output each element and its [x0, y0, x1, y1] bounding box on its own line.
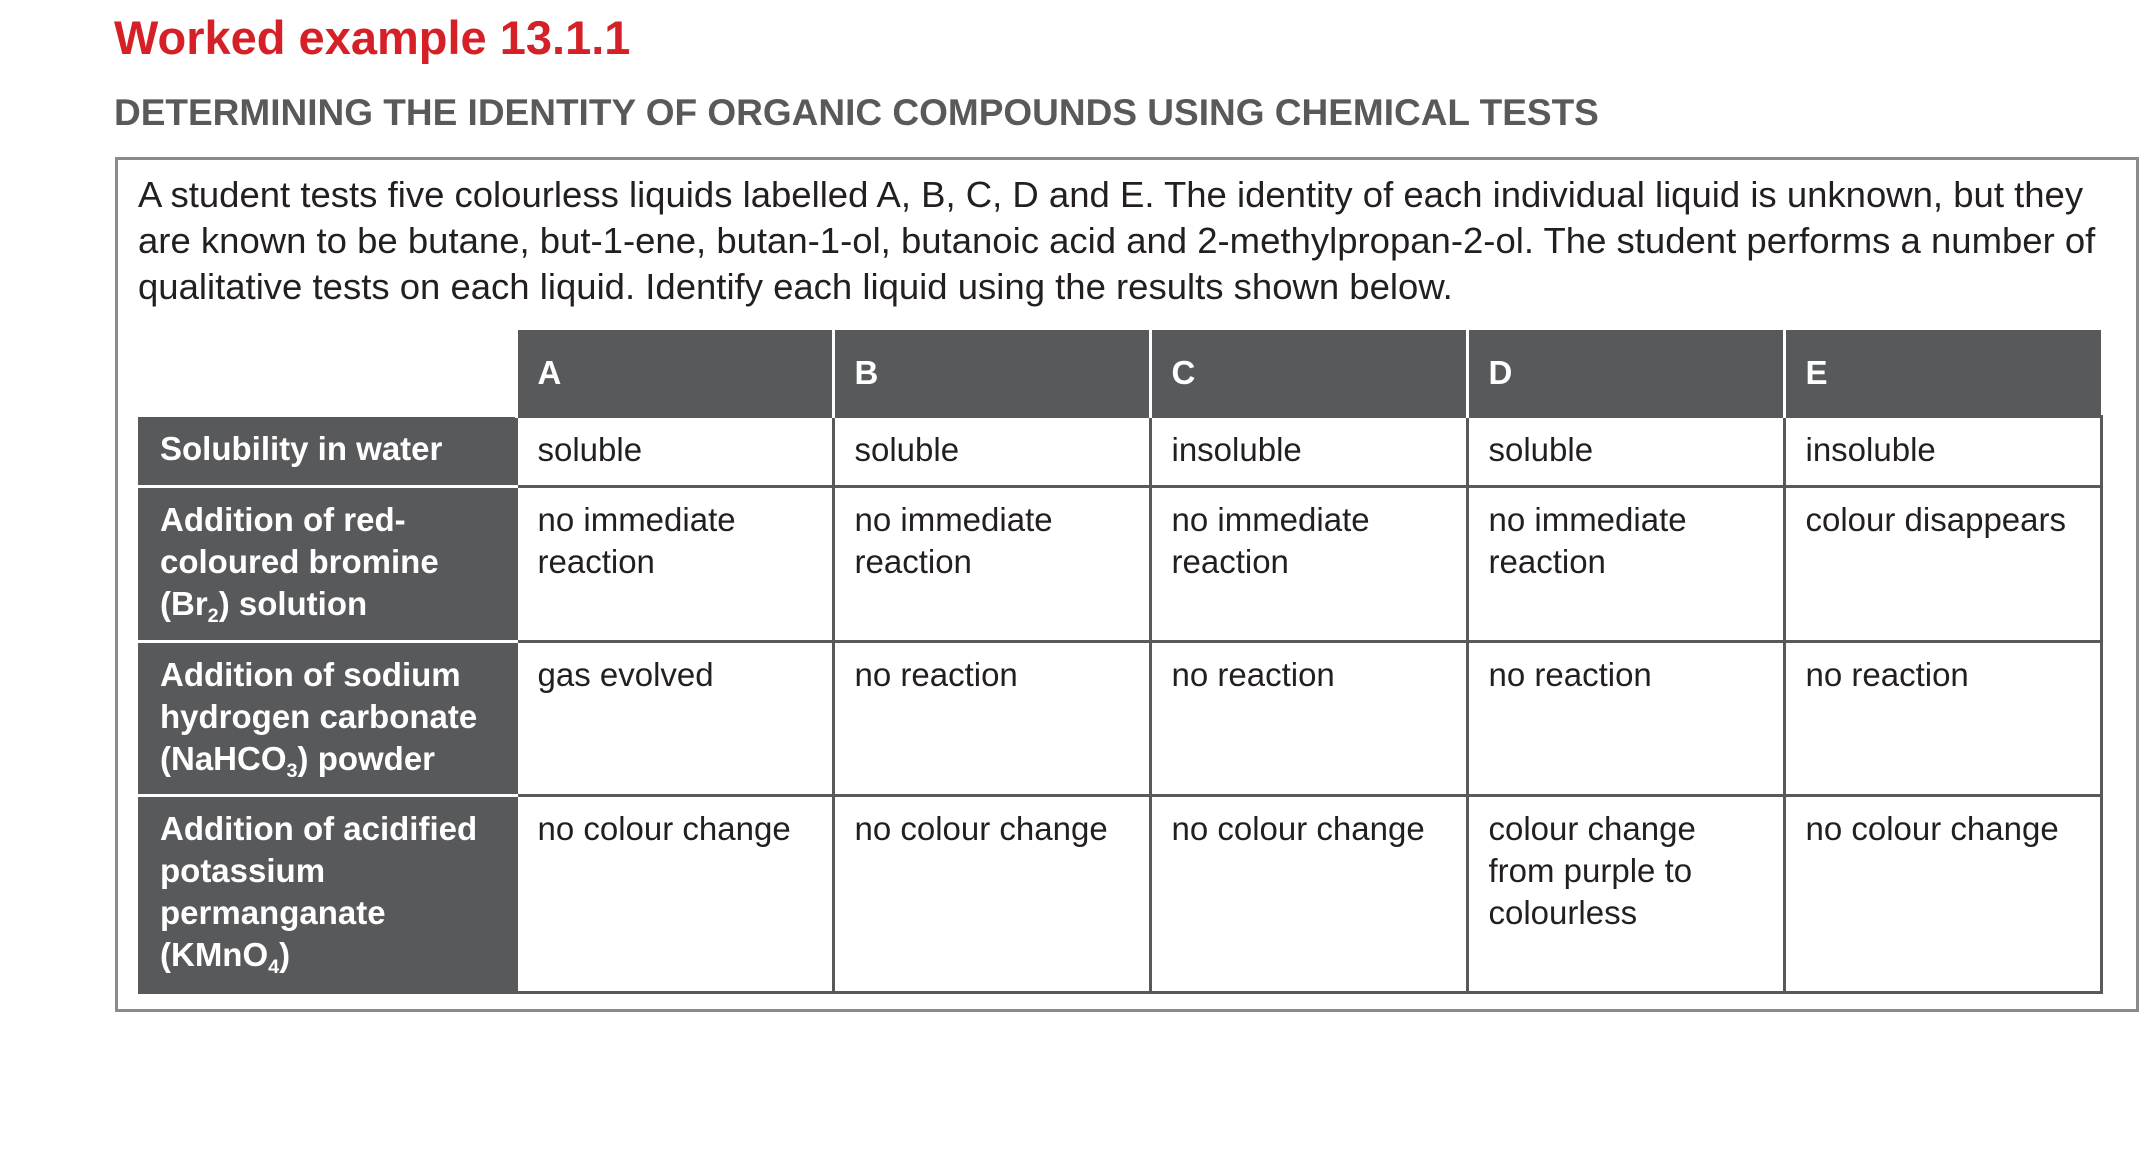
result-cell: soluble [833, 417, 1150, 487]
table-row [138, 487, 2101, 642]
test-label-sodium-hydrogen-carbonate [138, 641, 516, 796]
result-cell: insoluble [1784, 417, 2101, 487]
problem-line: are known to be butane, but-1-ene, butan-1-ol, butanoic acid and 2-methylpropan-2-ol. The student performs a number of [138, 220, 2096, 261]
result-cell: soluble [516, 417, 833, 487]
column-header-c: C [1150, 330, 1467, 417]
problem-statement [138, 172, 2118, 310]
result-cell: colour disappears [1784, 487, 2101, 642]
test-label-text: ) powder [297, 739, 436, 777]
example-title: Worked example 13.1.1 [114, 11, 631, 64]
result-cell: no colour change [516, 796, 833, 993]
result-cell: no colour change [1784, 796, 2101, 993]
result-cell: no reaction [833, 641, 1150, 796]
test-label-subscript: 4 [268, 956, 280, 979]
table-row [138, 417, 2101, 487]
column-header-e: E [1784, 330, 2101, 417]
result-cell: no immediate reaction [833, 487, 1150, 642]
test-label-text: ) solution [218, 585, 368, 623]
example-box [115, 157, 2139, 1012]
result-cell: gas evolved [516, 641, 833, 796]
result-cell: no immediate reaction [516, 487, 833, 642]
test-label-text: Addition of red-coloured bromine (Br [160, 501, 439, 623]
test-label-subscript: 3 [286, 759, 298, 782]
table-corner [138, 330, 516, 417]
column-header-a: A [516, 330, 833, 417]
test-label-text: Solubility in water [160, 429, 443, 467]
header-row [138, 330, 2101, 417]
test-label-solubility [138, 417, 516, 487]
test-label-permanganate [138, 796, 516, 993]
problem-line: A student tests five colourless liquids labelled A, B, C, D and E. The identity of each individual liquid is unknown, but they [138, 174, 2084, 215]
test-label-text: Addition of sodium hydrogen carbonate (NaHCO [160, 655, 478, 777]
result-cell: soluble [1467, 417, 1784, 487]
test-label-subscript: 2 [207, 605, 219, 628]
result-cell: no reaction [1150, 641, 1467, 796]
test-label-bromine [138, 487, 516, 642]
column-header-b: B [833, 330, 1150, 417]
result-cell: insoluble [1150, 417, 1467, 487]
result-cell: no immediate reaction [1150, 487, 1467, 642]
result-cell: no colour change [1150, 796, 1467, 993]
example-subtitle: DETERMINING THE IDENTITY OF ORGANIC COMPOUNDS USING CHEMICAL TESTS [114, 92, 1599, 133]
result-cell: no immediate reaction [1467, 487, 1784, 642]
table-row [138, 641, 2101, 796]
test-label-text: Addition of acidified potassium permanganate (KMnO [160, 810, 478, 974]
result-cell: no reaction [1467, 641, 1784, 796]
result-cell: no colour change [833, 796, 1150, 993]
results-table [138, 330, 2103, 994]
table-row [138, 796, 2101, 993]
test-label-text: ) [279, 936, 291, 974]
column-header-d: D [1467, 330, 1784, 417]
problem-line: qualitative tests on each liquid. Identify each liquid using the results shown below. [138, 266, 1453, 307]
result-cell: colour change from purple to colourless [1467, 796, 1784, 993]
result-cell: no reaction [1784, 641, 2101, 796]
